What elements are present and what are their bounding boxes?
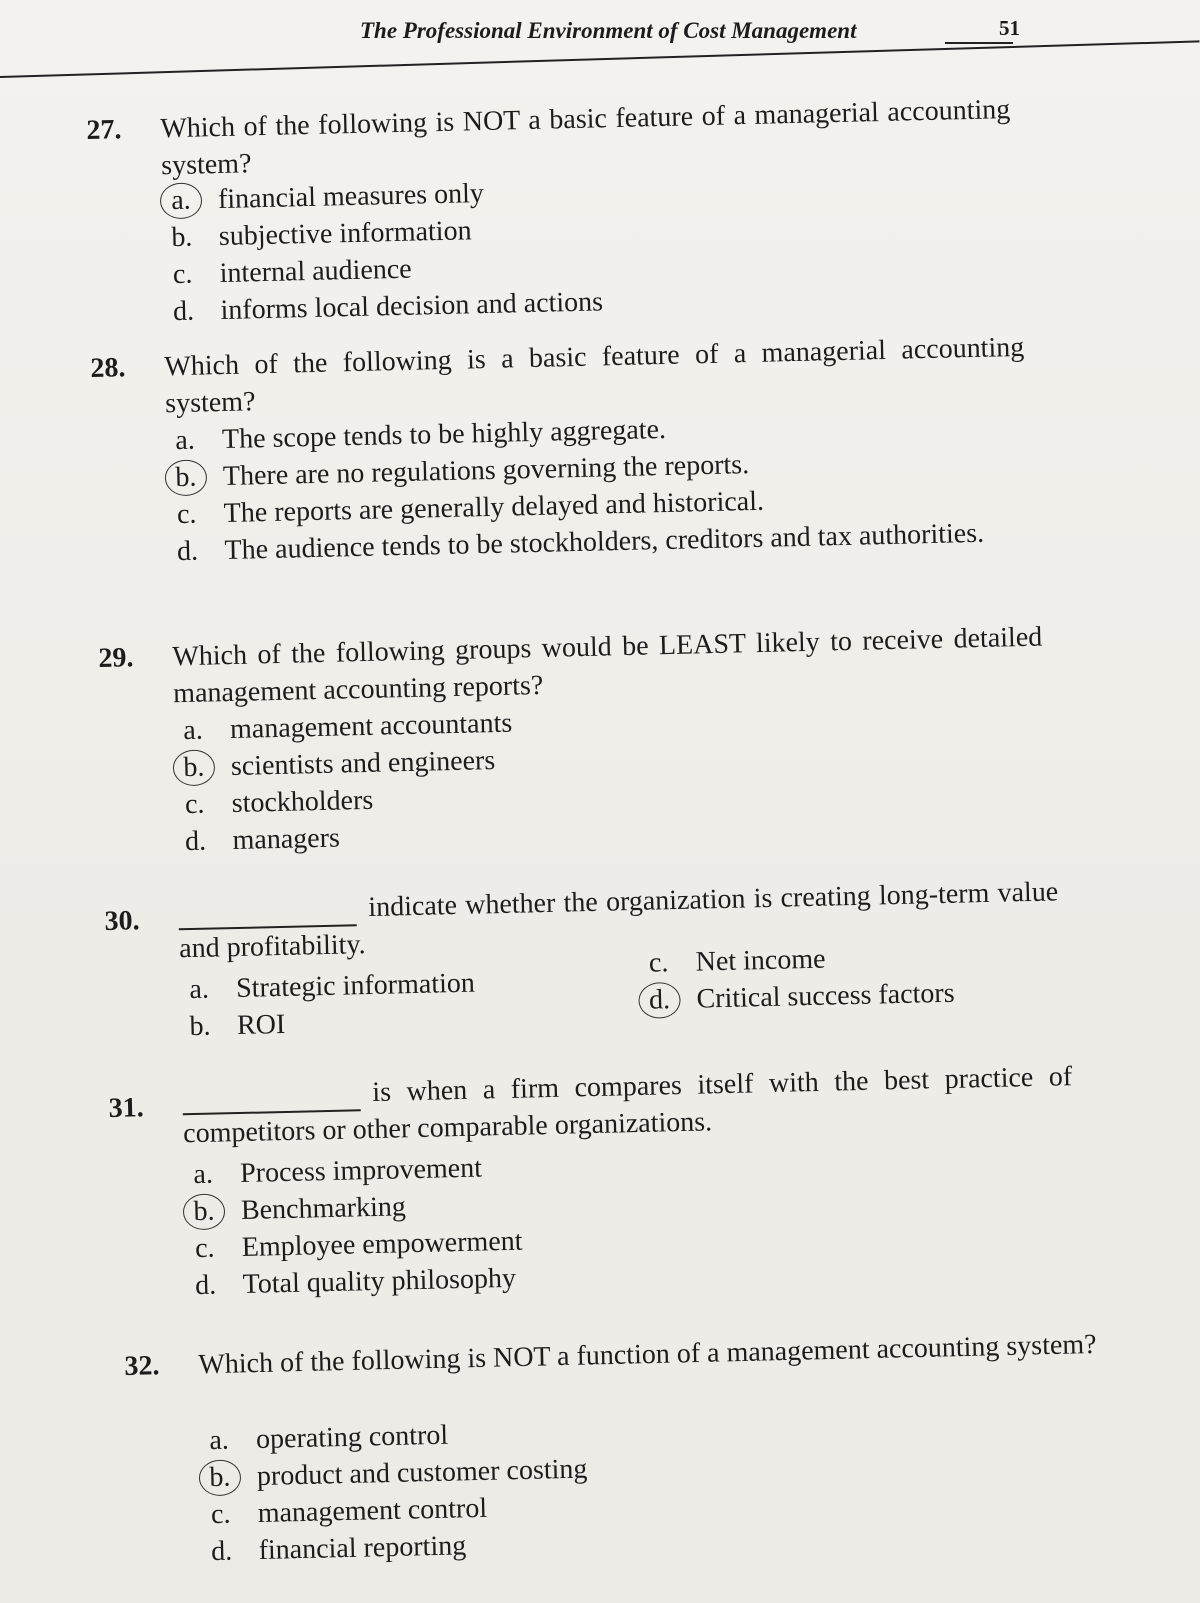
option-c[interactable] xyxy=(185,1225,523,1267)
question-stem: Which of the following is NOT a basic feature of a managerial accounting system? xyxy=(160,94,1011,182)
option-text: stockholders xyxy=(231,784,374,820)
option-text: financial reporting xyxy=(258,1530,467,1566)
option-d[interactable] xyxy=(640,977,955,1019)
question-stem xyxy=(178,873,1059,967)
option-letter: a. xyxy=(183,714,204,747)
option-letter: a. xyxy=(189,973,210,1006)
question-stem: Which of the following is NOT a function of a management accounting system? xyxy=(198,1328,1097,1381)
option-text: managers xyxy=(232,822,341,856)
option-a[interactable] xyxy=(184,1152,483,1193)
option-letter: b. xyxy=(171,221,193,254)
option-list xyxy=(162,177,604,330)
option-d[interactable] xyxy=(202,1530,467,1570)
running-header xyxy=(360,14,1020,48)
option-text: Total quality philosophy xyxy=(242,1262,517,1300)
option-b[interactable] xyxy=(166,449,750,496)
option-list xyxy=(184,1152,523,1304)
option-text: subjective information xyxy=(218,215,472,253)
stem-text: indicate whether the organization is creating long-term value and profitability. xyxy=(178,876,1059,965)
option-a[interactable] xyxy=(174,707,513,749)
option-letter: c. xyxy=(194,1232,215,1265)
option-letter: d. xyxy=(184,825,207,858)
option-text: operating control xyxy=(255,1419,449,1456)
option-d[interactable] xyxy=(168,517,985,607)
option-b[interactable] xyxy=(162,215,472,256)
option-letter: a. xyxy=(193,1158,214,1191)
option-letter: a. xyxy=(164,181,199,219)
option-letter: c. xyxy=(184,788,205,821)
option-text: Process improvement xyxy=(239,1152,483,1190)
option-letter: d. xyxy=(642,981,677,1019)
option-d[interactable] xyxy=(186,1262,517,1304)
question-number: 28. xyxy=(90,352,126,384)
header-title: The Professional Environment of Cost Management xyxy=(360,18,857,43)
option-b[interactable] xyxy=(181,1008,286,1045)
option-text: Strategic information xyxy=(235,967,476,1005)
option-c[interactable] xyxy=(167,485,765,533)
option-b[interactable] xyxy=(185,1191,407,1230)
option-c[interactable] xyxy=(163,253,413,293)
question-number: 32. xyxy=(124,1350,160,1382)
option-a[interactable] xyxy=(166,413,667,459)
option-text: product and customer costing xyxy=(256,1453,588,1493)
fill-in-blank[interactable] xyxy=(178,894,357,930)
option-text: The scope tends to be highly aggregate. xyxy=(221,413,667,456)
option-letter: a. xyxy=(175,424,196,457)
option-text: Net income xyxy=(695,943,826,978)
option-a[interactable] xyxy=(180,967,476,1008)
option-letter: b. xyxy=(203,1458,238,1496)
option-text: The reports are generally delayed and historical. xyxy=(223,485,765,530)
question-number: 27. xyxy=(86,114,122,146)
option-list xyxy=(166,413,985,607)
page-number: 51 xyxy=(999,16,1020,40)
question-number: 30. xyxy=(104,905,140,937)
option-text: informs local decision and actions xyxy=(220,286,604,326)
question-number: 29. xyxy=(98,642,134,674)
option-text: The audience tends to be stockholders, creditors and tax authorities. xyxy=(224,517,985,566)
page-number-rule xyxy=(945,42,1013,44)
option-text: Benchmarking xyxy=(240,1191,407,1227)
question-stem: Which of the following groups would be LEAST likely to receive detailed management accounting reports? xyxy=(172,621,1043,710)
stem-text: is when a firm compares itself with the best practice of competitors or other comparable organizations. xyxy=(182,1061,1073,1150)
option-letter: c. xyxy=(172,258,193,291)
option-a[interactable] xyxy=(200,1419,449,1459)
option-a[interactable] xyxy=(162,177,485,219)
fill-in-blank[interactable] xyxy=(182,1079,361,1115)
option-text: ROI xyxy=(236,1008,286,1042)
option-letter: c. xyxy=(210,1498,231,1531)
option-grid xyxy=(180,943,955,1045)
option-d[interactable] xyxy=(164,286,604,330)
option-letter: a. xyxy=(209,1424,230,1457)
option-letter: b. xyxy=(189,1010,211,1043)
option-letter: c. xyxy=(648,947,669,979)
option-letter: c. xyxy=(176,498,197,531)
option-text: management accountants xyxy=(229,707,513,746)
question-number: 31. xyxy=(108,1092,144,1124)
option-letter: b. xyxy=(187,1192,222,1230)
option-letter: b. xyxy=(176,748,211,786)
option-letter: d. xyxy=(176,535,199,568)
option-b[interactable] xyxy=(201,1453,588,1496)
question-stem: Which of the following is a basic feature of a managerial accounting system? xyxy=(164,331,1025,420)
option-text: Employee empowerment xyxy=(241,1225,523,1264)
option-letter: d. xyxy=(210,1535,233,1568)
question-stem xyxy=(182,1058,1073,1152)
option-letter: b. xyxy=(168,458,203,496)
option-letter: d. xyxy=(172,295,195,328)
option-c[interactable] xyxy=(175,784,374,823)
option-d[interactable] xyxy=(176,822,341,860)
option-text: scientists and engineers xyxy=(230,745,496,783)
option-text: internal audience xyxy=(219,253,413,290)
option-list xyxy=(174,707,513,860)
option-text: management control xyxy=(257,1492,488,1530)
option-b[interactable] xyxy=(174,745,496,786)
option-text: financial measures only xyxy=(217,177,485,216)
option-letter: d. xyxy=(194,1269,217,1302)
option-c[interactable] xyxy=(201,1492,488,1533)
option-text: There are no regulations governing the reports. xyxy=(222,449,750,493)
option-list xyxy=(200,1419,588,1570)
option-text: Critical success factors xyxy=(696,977,955,1015)
